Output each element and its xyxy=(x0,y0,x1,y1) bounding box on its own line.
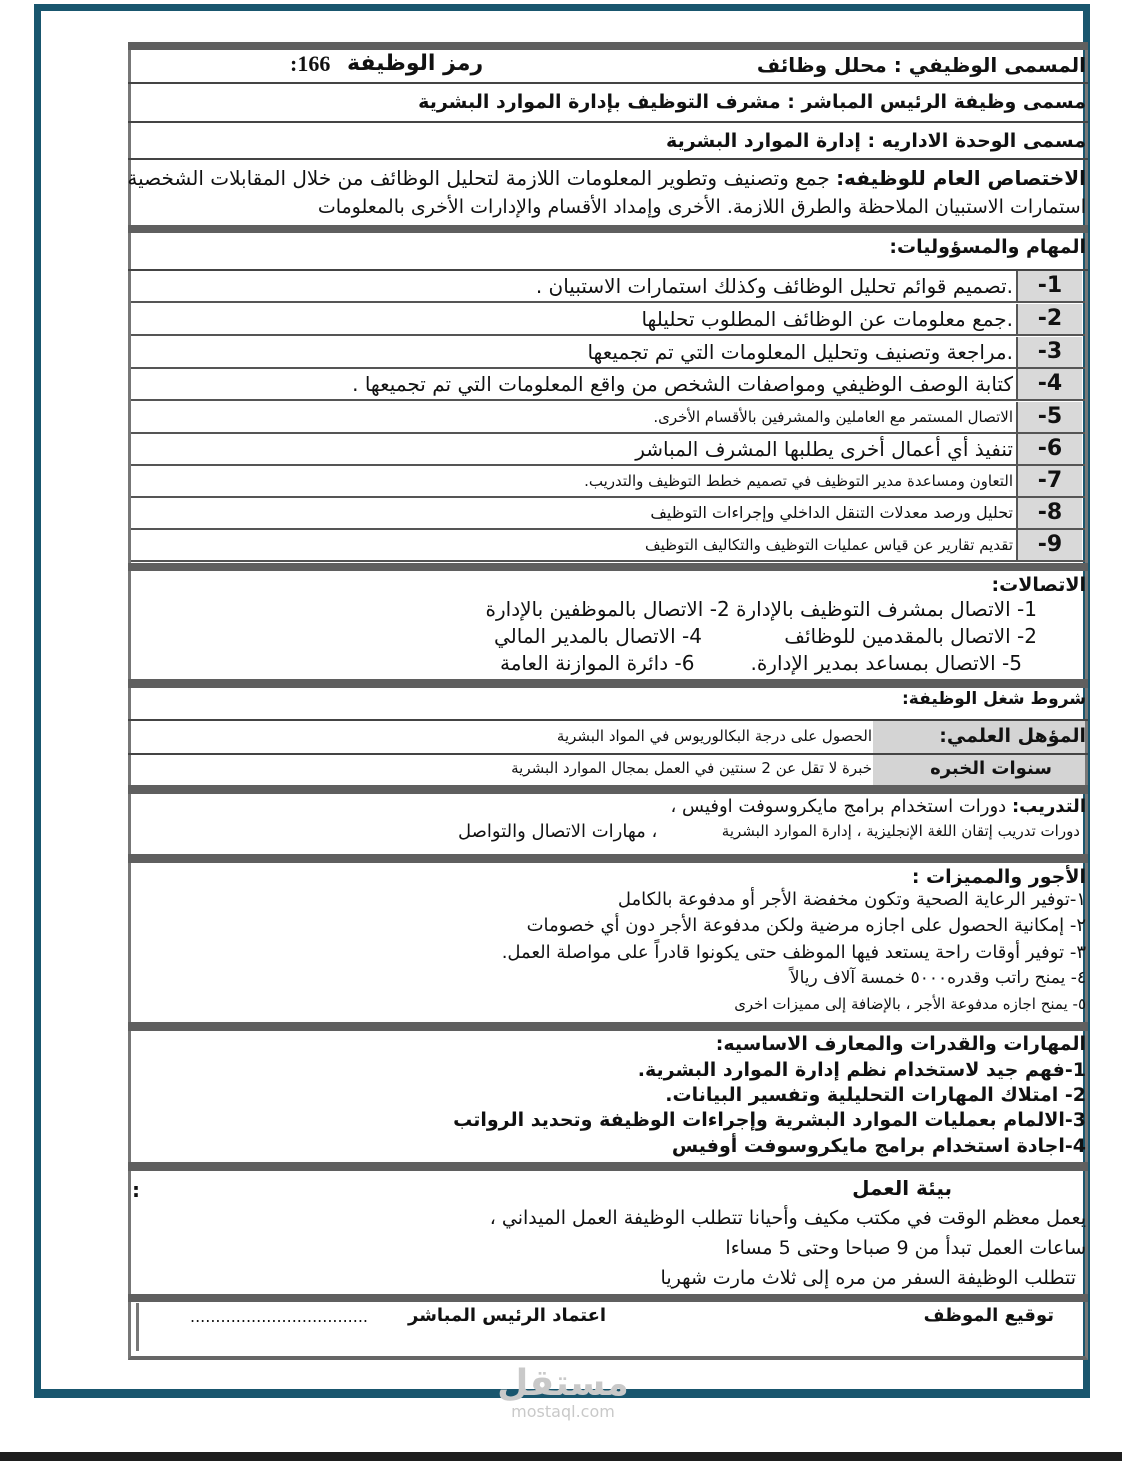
general-line-1 xyxy=(127,168,1086,188)
training-line-2b: ، مهارات الاتصال والتواصل xyxy=(458,821,658,842)
qualification-label: المؤهل العلمي: xyxy=(939,725,1086,747)
task-row xyxy=(131,434,1085,466)
task-row xyxy=(131,369,1085,401)
task-row xyxy=(131,498,1085,530)
employee-signature-label: توقيع الموظف xyxy=(923,1305,1054,1326)
task-text: كتابة الوصف الوظيفي ومواصفات الشخص من واقع المعلومات التي تم تجميعها . xyxy=(352,372,1013,396)
contacts-line-1: 1- الاتصال بمشرف التوظيف بالإدارة 2- الاتصال بالموظفين بالإدارة xyxy=(485,597,1037,621)
skill-item: 3-الالمام بعمليات الموارد البشرية وإجراءات الوظيفة وتحديد الرواتب xyxy=(453,1109,1086,1131)
task-row xyxy=(131,304,1085,336)
task-number: -6 xyxy=(1016,434,1082,464)
task-number: -5 xyxy=(1016,402,1082,432)
task-text: .جمع معلومات عن الوظائف المطلوب تحليلها xyxy=(641,307,1013,331)
section-separator xyxy=(128,225,1088,233)
section-separator xyxy=(128,42,1088,50)
section-separator xyxy=(128,854,1088,863)
task-row xyxy=(131,337,1085,369)
contacts-line-2a: 2- الاتصال بالمقدمين للوظائف xyxy=(784,624,1037,648)
benefit-item: ١-توفير الرعاية الصحية وتكون مخفضة الأجر أو مدفوعة بالكامل xyxy=(617,889,1086,910)
skills-title: المهارات والقدرات والمعارف الاساسيه: xyxy=(715,1033,1086,1055)
section-separator xyxy=(128,1162,1088,1171)
environment-line-1: يعمل معظم الوقت في مكتب مكيف وأحيانا تتطلب الوظيفة العمل الميداني ، xyxy=(489,1207,1086,1229)
tasks-title: المهام والمسؤوليات: xyxy=(889,236,1086,258)
task-number: -8 xyxy=(1016,498,1082,528)
benefit-item: ٣- توفير أوقات راحة يستعد فيها الموظف حتى يكونوا قادراً على مواصلة العمل. xyxy=(501,942,1086,963)
benefit-item: ٢- إمكانية الحصول على اجازه مرضية ولكن مدفوعة الأجر دون أي خصومات xyxy=(526,915,1086,936)
signature-box-edge xyxy=(136,1303,139,1351)
general-label: الاختصاص العام للوظيفه: xyxy=(836,166,1086,190)
row-divider xyxy=(128,121,1088,123)
conditions-title: شروط شغل الوظيفة: xyxy=(901,689,1086,709)
contacts-line-3a: 5- الاتصال بمساعد بمدير الإدارة. xyxy=(750,651,1022,675)
general-line-2: استمارات الاستبيان الملاحظة والطرق اللازمة. الأخرى وإمداد الأقسام والإدارات الأخرى بالمعلومات xyxy=(317,196,1086,218)
task-row xyxy=(131,530,1085,562)
job-code-value: :166 xyxy=(290,51,331,76)
skill-item: 2- امتلاك المهارات التحليلية وتفسير البيانات. xyxy=(665,1084,1086,1106)
unit-title: مسمى الوحدة الاداريه : إدارة الموارد البشرية xyxy=(666,130,1086,152)
section-separator xyxy=(128,679,1088,688)
training-line-1 xyxy=(670,798,1086,816)
watermark xyxy=(478,1363,648,1421)
experience-value: خبرة لا تقل عن 2 سنتين في العمل بمجال الموارد البشرية xyxy=(511,759,872,777)
section-separator xyxy=(128,1294,1088,1302)
skill-item: 4-اجادة استخدام برامج مايكروسوفت أوفيس xyxy=(671,1135,1086,1157)
job-title: المسمى الوظيفي : محلل وظائف xyxy=(756,53,1086,77)
task-text: التعاون ومساعدة مدير التوظيف في تصميم خطط التوظيف والتدريب. xyxy=(584,472,1013,490)
contacts-line-2b: 4- الاتصال بالمدير المالي xyxy=(494,624,703,648)
environment-colon: : xyxy=(132,1178,140,1202)
benefits-title: الأجور والمميزات : xyxy=(911,866,1086,888)
task-text: .مراجعة وتصنيف وتحليل المعلومات التي تم تجميعها xyxy=(587,340,1013,364)
benefit-item: ٤- يمنح راتب وقدره٥٠٠٠ خمسة آلاف ريالاً xyxy=(789,968,1086,988)
job-code-label: رمز الوظيفة xyxy=(347,51,484,76)
task-text: تقديم تقارير عن قياس عمليات التوظيف والتكاليف التوظيف xyxy=(645,536,1013,554)
benefit-item: ٥- يمنح اجازه مدفوعة الأجر ، بالإضافة إلى مميزات اخرى xyxy=(734,995,1086,1013)
task-number: -7 xyxy=(1016,466,1082,496)
environment-line-3: تتطلب الوظيفة السفر من مره إلى ثلاث مارت شهريا xyxy=(660,1267,1076,1289)
environment-title: بيئة العمل xyxy=(852,1176,952,1200)
task-text: تنفيذ أي أعمال أخرى يطلبها المشرف المباشر xyxy=(635,437,1013,461)
task-row xyxy=(131,466,1085,498)
manager-approval-label: اعتماد الرئيس المباشر xyxy=(408,1305,607,1326)
contacts-line-3b: 6- دائرة الموازنة العامة xyxy=(500,651,695,675)
general-text: جمع وتصنيف وتطوير المعلومات اللازمة لتحليل الوظائف من خلال المقابلات الشخصية xyxy=(127,166,830,190)
task-number: -9 xyxy=(1016,530,1082,560)
task-text: الاتصال المستمر مع العاملين والمشرفين بالأقسام الأخرى. xyxy=(653,408,1013,426)
section-separator xyxy=(128,785,1088,794)
training-text: دورات استخدام برامج مايكروسوفت اوفيس ، xyxy=(670,796,1007,817)
experience-label: سنوات الخبره xyxy=(930,758,1052,779)
bottom-bar xyxy=(0,1452,1122,1461)
section-separator xyxy=(128,1022,1088,1031)
task-number: -4 xyxy=(1016,369,1082,399)
task-text: .تصميم قوائم تحليل الوظائف وكذلك استمارات الاستبيان . xyxy=(535,274,1013,298)
environment-line-2: ساعات العمل تبدأ من 9 صباحا وحتى 5 مساءا xyxy=(725,1237,1086,1259)
task-text: تحليل ورصد معدلات التنقل الداخلي وإجراءات التوظيف xyxy=(650,503,1013,522)
watermark-site: mostaql.com xyxy=(511,1402,615,1421)
skill-item: 1-فهم جيد لاستخدام نظم إدارة الموارد البشرية. xyxy=(637,1059,1086,1081)
row-divider xyxy=(128,82,1088,84)
watermark-logo: مستقل xyxy=(497,1363,629,1404)
row-divider xyxy=(128,158,1088,160)
contacts-title: الاتصالات: xyxy=(991,574,1086,596)
task-row xyxy=(131,271,1085,303)
task-row xyxy=(131,402,1085,434)
manager-title: مسمى وظيفة الرئيس المباشر : مشرف التوظيف بإدارة الموارد البشرية xyxy=(418,91,1086,113)
training-label: التدريب: xyxy=(1011,796,1086,817)
qualification-value: الحصول على درجة البكالوريوس في المواد البشرية xyxy=(556,727,872,745)
task-number: -1 xyxy=(1016,271,1082,301)
training-line-2a: دورات تدريب إتقان اللغة الإنجليزية ، إدارة الموارد البشرية xyxy=(721,822,1080,840)
task-number: -2 xyxy=(1016,304,1082,334)
manager-signature-line: ................................... xyxy=(190,1307,369,1326)
task-number: -3 xyxy=(1016,337,1082,367)
section-separator xyxy=(128,563,1088,571)
